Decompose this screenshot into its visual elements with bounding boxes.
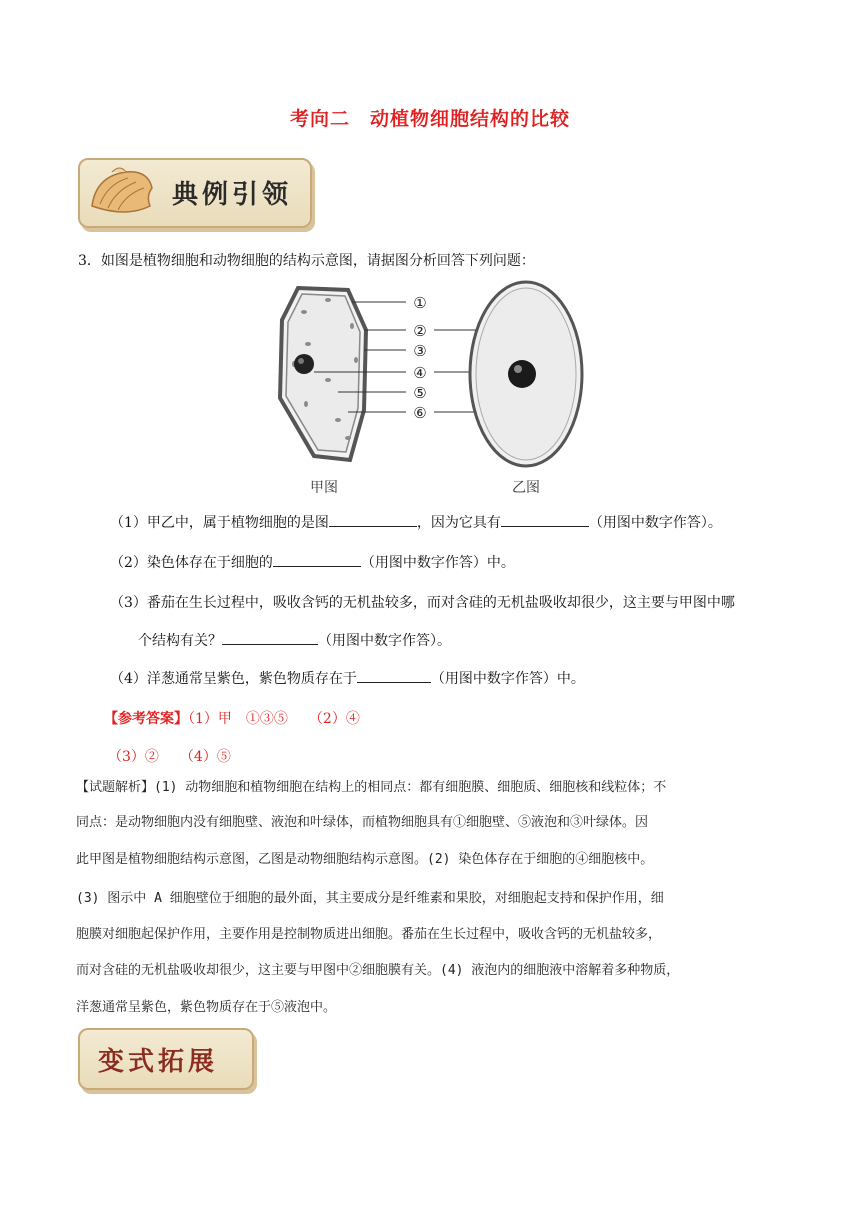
question-item-4: （4）洋葱通常呈紫色，紫色物质存在于 （用图中数字作答）中。 (110, 668, 585, 688)
left-caption: 甲图 (310, 480, 338, 496)
question-item-1: （1）甲乙中，属于植物细胞的是图 ，因为它具有 （用图中数字作答）。 (110, 512, 722, 532)
question-stem: 3．如图是植物细胞和动物细胞的结构示意图，请据图分析回答下列问题： (78, 253, 535, 269)
answer-line-2: （3）② （4）⑤ (108, 749, 231, 765)
answer-blank[interactable] (357, 668, 431, 683)
plant-cell (280, 288, 366, 460)
right-caption: 乙图 (512, 480, 540, 496)
analysis-line-1: 【试题解析】(1) 动物细胞和植物细胞在结构上的相同点：都有细胞膜、细胞质、细胞核和线粒体；不 (76, 780, 667, 795)
variation-banner (78, 1028, 254, 1090)
reference-answer (104, 708, 360, 728)
answer-blank[interactable] (329, 512, 417, 527)
answer-blank[interactable] (273, 552, 361, 567)
label-5: ⑤ (413, 384, 427, 402)
answer-line-1: （1）甲 ①③⑤ （2）④ (188, 711, 360, 727)
cell-diagram (268, 280, 608, 500)
label-3: ③ (413, 342, 427, 360)
label-1: ① (413, 294, 427, 312)
banner-text: 典例引领 (172, 180, 293, 210)
question-item-2: （2）染色体存在于细胞的 （用图中数字作答）中。 (110, 552, 515, 572)
banner-text: 变式拓展 (98, 1047, 219, 1077)
answer-label: 【参考答案】 (104, 711, 188, 727)
label-2: ② (413, 322, 427, 340)
shell-icon (86, 166, 156, 220)
animal-cell (470, 282, 582, 466)
answer-blank[interactable] (222, 630, 318, 645)
analysis-line-7: 洋葱通常呈紫色，紫色物质存在于⑤液泡中。 (76, 1000, 337, 1015)
example-banner (78, 158, 312, 228)
label-6: ⑥ (413, 404, 427, 422)
page-title: 考向二 动植物细胞结构的比较 (289, 108, 570, 130)
analysis-line-4: (3) 图示中 A 细胞壁位于细胞的最外面，其主要成分是纤维素和果胶，对细胞起支持和保护作用，细 (76, 891, 664, 906)
analysis-line-2: 同点：是动物细胞内没有细胞壁、液泡和叶绿体，而植物细胞具有①细胞壁、⑤液泡和③叶绿体。因 (76, 815, 649, 830)
answer-blank[interactable] (501, 512, 589, 527)
analysis-line-3: 此甲图是植物细胞结构示意图，乙图是动物细胞结构示意图。(2) 染色体存在于细胞的④细胞核中。 (76, 852, 654, 867)
analysis-line-6: 而对含硅的无机盐吸收却很少，这主要与甲图中②细胞膜有关。(4) 液泡内的细胞液中溶解着多种物质， (76, 963, 680, 978)
question-item-3-cont: 个结构有关？ （用图中数字作答）。 (138, 630, 451, 650)
analysis-line-5: 胞膜对细胞起保护作用，主要作用是控制物质进出细胞。番茄在生长过程中，吸收含钙的无机盐较多， (76, 927, 662, 942)
question-item-3: （3）番茄在生长过程中，吸收含钙的无机盐较多，而对含硅的无机盐吸收却很少，这主要与甲图中哪 (110, 595, 735, 611)
label-4: ④ (413, 364, 427, 382)
